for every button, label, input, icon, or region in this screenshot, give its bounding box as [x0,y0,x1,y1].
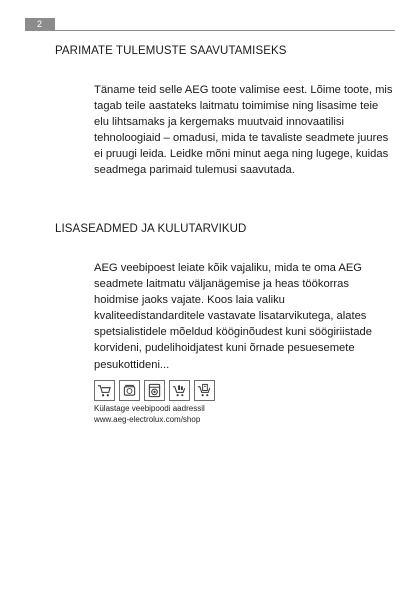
cart-appliance-icon [194,380,215,401]
cart-bottles-icon [169,380,190,401]
section-heading-best-results: PARIMATE TULEMUSTE SAAVUTAMISEKS [55,45,287,57]
section-body-accessories: AEG veebipoest leiate kõik vajaliku, mida te oma AEG seadmete laitmatu väljanägemise ja heas töökorras hoidmise jaoks vajate. Koos laia valiku kvaliteedistandarditele vastavate lisatarvikutega, alates spetsialistidele mõeldud kööginõudest kuni söögiriistade korvideni, pudelihoidjatest kuni õrnade pesuesemete pesukottideni... [94,262,372,371]
section-heading-accessories: LISASEADMED JA KULUTARVIKUD [55,223,247,235]
page-number: 2 [37,19,43,29]
shop-url: www.aeg-electrolux.com/shop [94,414,201,424]
section-body-best-results: Täname teid selle AEG toote valimise eest. Lõime toote, mis tagab teile aastateks laitmatu toimimise ning lisasime teie elu lihtsamaks ja kergemaks muutvaid innovaatilisi tehnoloogiaid – omadusi, mida te tavaliste seadmete juures ei pruugi leida. Leidke mõni minut aega ning lugege, kuidas seadmega parimaid tulemusi saavutada. [94,84,393,177]
shop-caption: Külastage veebipoodi aadressil [94,404,205,413]
shopping-cart-icon [94,380,115,401]
washing-machine-icon [144,380,165,401]
shop-icon-row [94,380,215,401]
dish-basket-icon [119,380,140,401]
header-divider [25,30,395,31]
